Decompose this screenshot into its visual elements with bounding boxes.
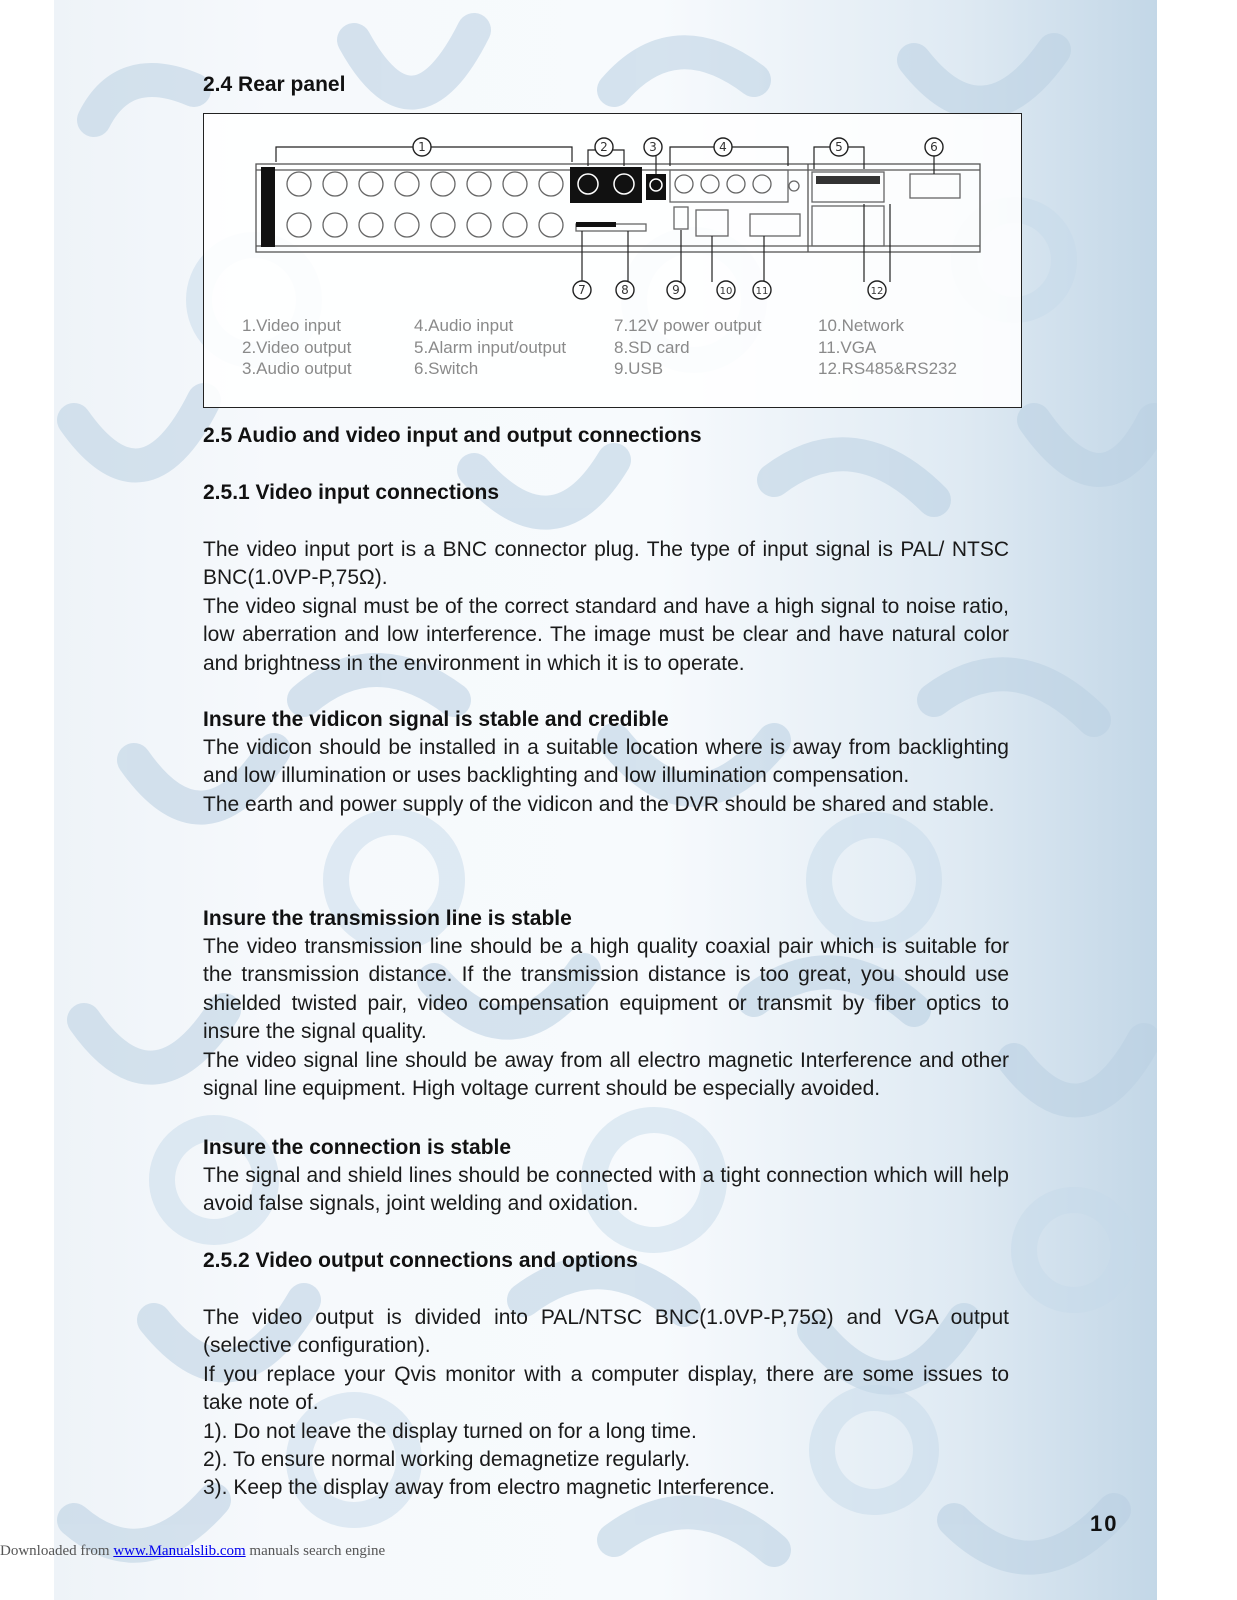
rs485-block	[812, 206, 884, 246]
svg-text:10: 10	[719, 286, 733, 297]
callout-7	[573, 281, 591, 299]
section-title-rear-panel: 2.4 Rear panel	[203, 73, 346, 96]
legend-item: 10.Network	[818, 316, 904, 335]
panel-label-strip	[261, 167, 275, 247]
callout-10	[717, 281, 735, 299]
manualslib-link[interactable]: www.Manualslib.com	[113, 1543, 246, 1559]
legend-item: 3.Audio output	[242, 359, 352, 378]
video-output-body	[203, 1304, 1009, 1503]
legend-column-3	[614, 315, 761, 380]
vidicon-heading: Insure the vidicon signal is stable and credible	[203, 708, 669, 731]
footer-suffix: manuals search engine	[245, 1543, 386, 1559]
svg-text:6: 6	[930, 140, 938, 154]
callout-4	[714, 138, 732, 156]
callout-12	[868, 281, 886, 299]
callout-8	[616, 281, 634, 299]
vidicon-paragraph-1: The vidicon should be installed in a suitable location where is away from backlighting and low illumination or uses backlighting and low illumination compensation.	[203, 736, 1009, 788]
footer-prefix: Downloaded from	[0, 1543, 114, 1559]
rear-panel-figure	[203, 113, 1022, 408]
svg-text:11: 11	[755, 286, 769, 297]
svg-text:7: 7	[578, 283, 586, 297]
list-item: 1). Do not leave the display turned on for a long time.	[203, 1419, 697, 1443]
section-title-av-connections: 2.5 Audio and video input and output connections	[203, 424, 702, 447]
callout-9	[667, 281, 685, 299]
callout-3	[644, 138, 662, 156]
callout-5	[830, 138, 848, 156]
legend-item: 6.Switch	[414, 359, 479, 378]
network-port	[696, 210, 728, 236]
video-input-paragraph-1: The video input port is a BNC connector plug. The type of input signal is PAL/ NTSC BNC(1.0VP-P,75Ω).	[203, 538, 1009, 590]
svg-text:1: 1	[418, 140, 426, 154]
video-input-bnc-connectors	[287, 172, 563, 237]
video-output-paragraph-1: The video output is divided into PAL/NTSC BNC(1.0VP-P,75Ω) and VGA output (selective configuration).	[203, 1306, 1009, 1358]
legend-column-2	[414, 315, 566, 380]
legend-item: 11.VGA	[818, 337, 877, 357]
connection-heading: Insure the connection is stable	[203, 1136, 512, 1159]
svg-text:3: 3	[649, 140, 657, 154]
callout-2	[595, 138, 613, 156]
callout-1	[413, 138, 431, 156]
svg-text:9: 9	[672, 283, 680, 297]
legend-item: 9.USB	[614, 359, 664, 378]
subsection-title-video-output: 2.5.2 Video output connections and options	[203, 1249, 638, 1272]
legend-column-1	[242, 315, 352, 380]
vidicon-block	[203, 706, 1009, 819]
legend-item: 1.Video input	[242, 316, 341, 335]
vga-port	[750, 214, 800, 236]
video-input-paragraph-2: The video signal must be of the correct standard and have a high signal to noise ratio, low aberration and low interference. The image must be clear and have natural color and brightness in the environment in which it is to operate.	[203, 594, 1009, 675]
rear-panel-diagram	[204, 114, 1020, 304]
list-item: 3). Keep the display away from electro magnetic Interference.	[203, 1476, 775, 1500]
connection-paragraph-1: The signal and shield lines should be connected with a tight connection which will help avoid false signals, joint welding and oxidation.	[203, 1164, 1009, 1216]
usb-port	[674, 207, 688, 229]
legend-column-4	[818, 315, 957, 380]
legend-item: 5.Alarm input/output	[414, 337, 567, 357]
audio-input-connectors	[670, 170, 799, 202]
transmission-paragraph-1: The video transmission line should be a high quality coaxial pair which is suitable for the transmission distance. If the transmission distance is too great, you should use shielded twisted pair, video compensation equipment or transmit by fiber optics to insure the signal quality.	[203, 935, 1009, 1044]
legend-item: 7.12V power output	[614, 316, 762, 335]
vidicon-paragraph-2: The earth and power supply of the vidicon and the DVR should be shared and stable.	[203, 792, 995, 816]
transmission-heading: Insure the transmission line is stable	[203, 907, 572, 930]
download-footer	[0, 1543, 385, 1560]
legend-item: 8.SD card	[614, 337, 690, 357]
switch-block	[910, 174, 960, 198]
svg-text:5: 5	[835, 140, 843, 154]
svg-text:12: 12	[870, 286, 884, 297]
legend-item: 12.RS485&RS232	[818, 359, 957, 378]
video-output-paragraph-2: If you replace your Qvis monitor with a computer display, there are some issues to take note of.	[203, 1362, 1009, 1415]
audio-output-block	[646, 174, 666, 200]
callout-11	[753, 281, 771, 299]
list-item: 2). To ensure normal working demagnetize regularly.	[203, 1448, 691, 1472]
svg-text:2: 2	[600, 140, 608, 154]
page-number: 10	[1090, 1511, 1119, 1536]
legend-item: 2.Video output	[242, 337, 352, 357]
svg-text:4: 4	[719, 140, 727, 154]
video-input-body	[203, 536, 1009, 678]
connection-block	[203, 1134, 1009, 1219]
svg-text:8: 8	[621, 283, 629, 297]
video-output-block	[570, 167, 642, 203]
subsection-title-video-input: 2.5.1 Video input connections	[203, 481, 499, 504]
legend-item: 4.Audio input	[414, 316, 514, 335]
transmission-block	[203, 905, 1009, 1103]
callout-6	[925, 138, 943, 156]
transmission-paragraph-2: The video signal line should be away from all electro magnetic Interference and other signal line equipment. High voltage current should be especially avoided.	[203, 1048, 1009, 1101]
